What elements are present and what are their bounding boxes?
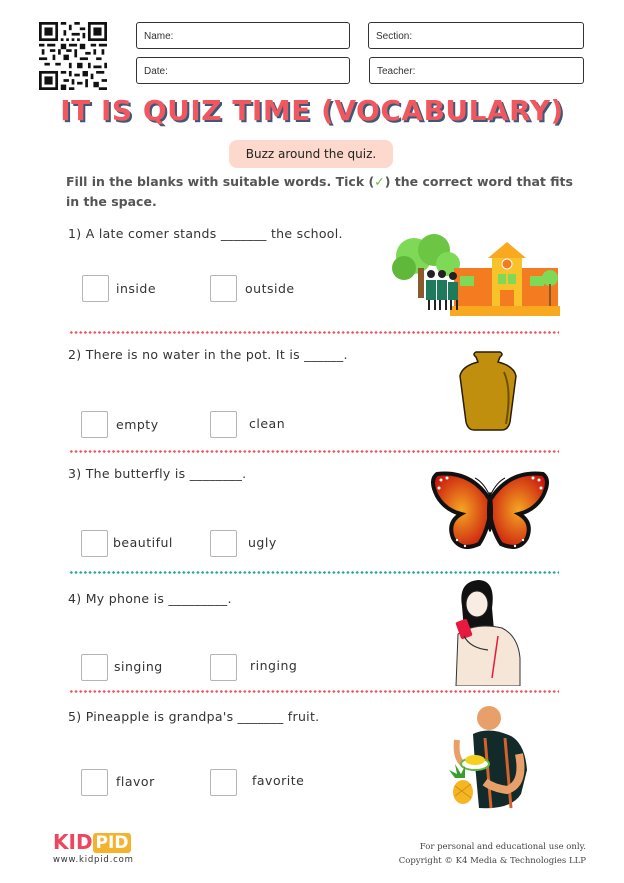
school-children-illustration bbox=[390, 234, 560, 318]
divider-2 bbox=[69, 450, 559, 453]
usage-note: For personal and educational use only. bbox=[419, 842, 586, 852]
section-field-label: Section: bbox=[376, 31, 413, 42]
date-field-label: Date: bbox=[144, 66, 168, 77]
divider-1 bbox=[69, 331, 559, 334]
name-field-label: Name: bbox=[144, 31, 174, 42]
name-field[interactable] bbox=[136, 22, 350, 49]
instructions bbox=[66, 172, 576, 212]
question-5-option-1-checkbox[interactable] bbox=[81, 769, 108, 796]
website-link[interactable]: www.kidpid.com bbox=[53, 855, 134, 865]
qr-code-icon bbox=[39, 22, 107, 90]
question-2-option-2-label: clean bbox=[249, 416, 286, 431]
question-5-option-2-label: favorite bbox=[252, 773, 305, 788]
copyright-text: Copyright © K4 Media & Technologies LLP bbox=[398, 856, 586, 866]
teacher-field-label: Teacher: bbox=[377, 66, 416, 77]
question-2-text: 2) There is no water in the pot. It is ______. bbox=[68, 347, 348, 362]
question-3-option-1-label: beautiful bbox=[113, 535, 173, 550]
copyright-notice bbox=[399, 840, 586, 868]
instructions-text-end: ) the correct word that fits in the space. bbox=[66, 174, 573, 209]
question-4-option-2-label: ringing bbox=[250, 658, 298, 673]
question-3-option-1-checkbox[interactable] bbox=[81, 530, 108, 557]
clay-pot-illustration bbox=[456, 350, 520, 432]
butterfly-illustration bbox=[431, 470, 549, 552]
question-2-option-1-checkbox[interactable] bbox=[81, 411, 108, 438]
grandpa-eating-pineapple-illustration bbox=[445, 704, 537, 810]
question-3-option-2-label: ugly bbox=[248, 535, 277, 550]
date-field[interactable] bbox=[136, 57, 350, 84]
question-1-option-2-label: outside bbox=[245, 281, 295, 296]
subtitle-badge: Buzz around the quiz. bbox=[229, 140, 393, 168]
logo-kid-text: KID bbox=[53, 830, 93, 854]
section-field[interactable] bbox=[368, 22, 584, 49]
kidpid-logo[interactable] bbox=[53, 830, 134, 865]
question-5-text: 5) Pineapple is grandpa's _______ fruit. bbox=[68, 709, 320, 724]
question-4-option-1-label: singing bbox=[114, 659, 163, 674]
question-1-option-1-checkbox[interactable] bbox=[82, 275, 109, 302]
question-2-option-1-label: empty bbox=[116, 417, 159, 432]
question-4-text: 4) My phone is _________. bbox=[68, 591, 232, 606]
question-1-option-2-checkbox[interactable] bbox=[210, 275, 237, 302]
divider-4 bbox=[69, 690, 559, 693]
question-2-option-2-checkbox[interactable] bbox=[210, 411, 237, 438]
question-3-option-2-checkbox[interactable] bbox=[210, 530, 237, 557]
question-4-option-2-checkbox[interactable] bbox=[210, 654, 237, 681]
question-5-option-2-checkbox[interactable] bbox=[210, 769, 237, 796]
woman-with-phone-illustration bbox=[448, 578, 530, 686]
question-4-option-1-checkbox[interactable] bbox=[81, 654, 108, 681]
logo-pid-text: PID bbox=[93, 833, 132, 853]
question-1-text: 1) A late comer stands _______ the school. bbox=[68, 226, 343, 241]
instructions-text-start: Fill in the blanks with suitable words. Tick ( bbox=[66, 174, 375, 189]
page-title: IT IS QUIZ TIME (VOCABULARY) bbox=[60, 94, 564, 127]
teacher-field[interactable] bbox=[369, 57, 584, 84]
question-1-option-1-label: inside bbox=[116, 281, 157, 296]
divider-3 bbox=[69, 571, 559, 574]
question-3-text: 3) The butterfly is ________. bbox=[68, 466, 247, 481]
checkmark-icon: ✓ bbox=[374, 174, 385, 189]
question-5-option-1-label: flavor bbox=[116, 774, 155, 789]
